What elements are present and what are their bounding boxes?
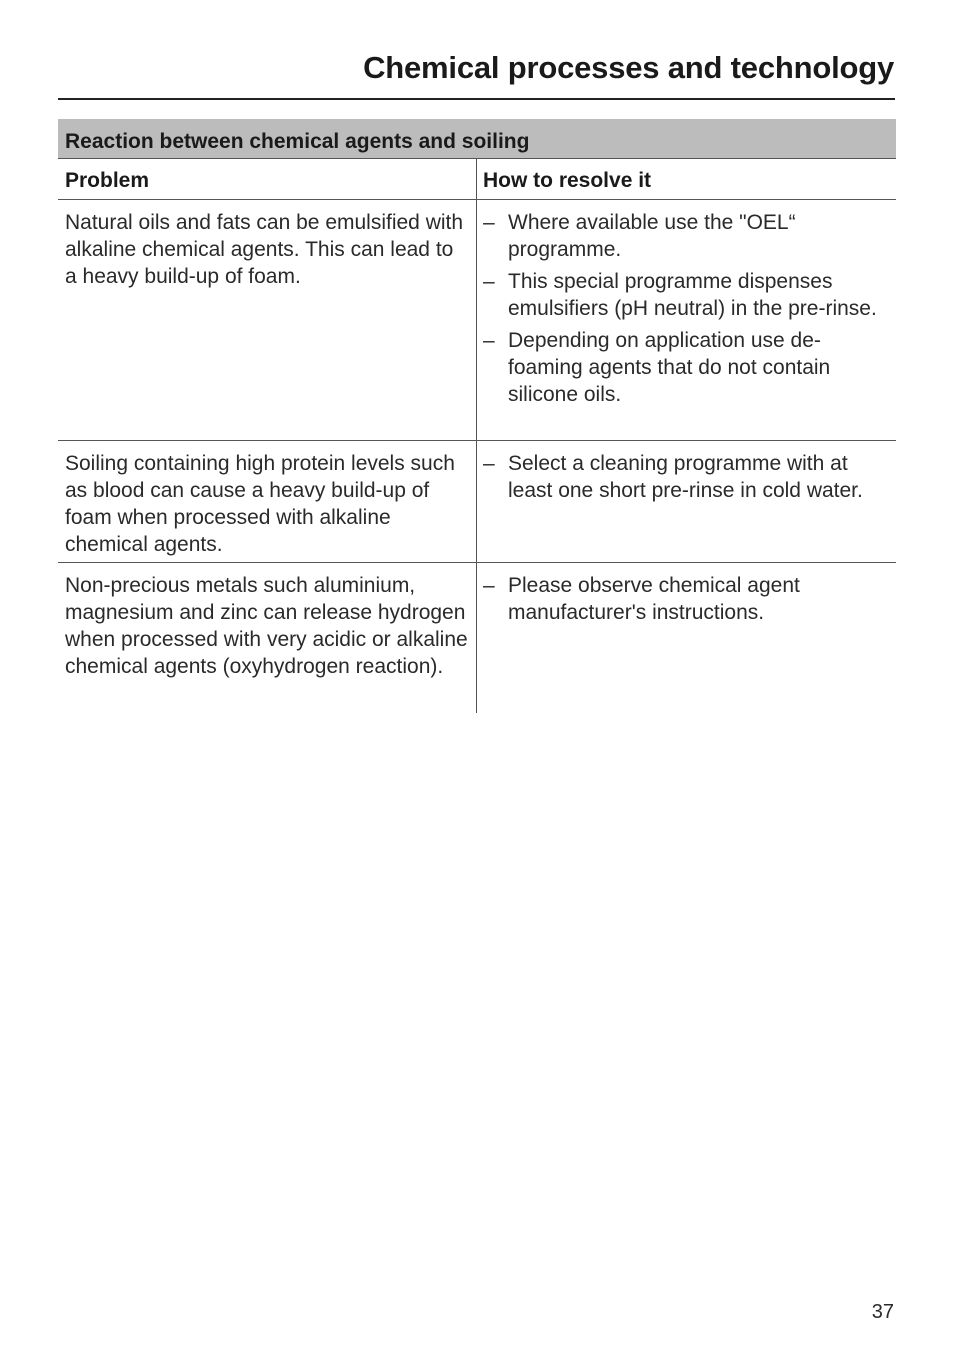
solution-item: – This special programme dispenses emulsifiers (pH neutral) in the pre-rinse. <box>483 268 888 322</box>
table-row <box>58 200 896 441</box>
solution-item: – Select a cleaning programme with at least one short pre-rinse in cold water. <box>483 450 888 504</box>
solution-list <box>483 209 888 408</box>
solution-item: – Depending on application use de-foaming agents that do not contain silicone oils. <box>483 327 888 408</box>
problem-solution-table <box>58 119 896 713</box>
problem-cell: Natural oils and fats can be emulsified with alkaline chemical agents. This can lead to a heavy build-up of foam. <box>58 200 477 440</box>
page-title: Chemical processes and technology <box>363 50 894 85</box>
solution-item: – Please observe chemical agent manufacturer's instructions. <box>483 572 888 626</box>
page-number: 37 <box>871 1301 894 1323</box>
table-row <box>58 563 896 713</box>
title-divider <box>58 98 895 100</box>
problem-cell: Soiling containing high protein levels such as blood can cause a heavy build-up of foam when processed with alkaline chemical agents. <box>58 441 477 562</box>
column-header-problem: Problem <box>58 159 477 199</box>
table-header-row <box>58 159 896 200</box>
solution-list <box>483 572 888 626</box>
table-section-heading: Reaction between chemical agents and soiling <box>58 119 896 159</box>
solution-item: – Where available use the "OEL“ programme. <box>483 209 888 263</box>
table-row <box>58 441 896 563</box>
column-header-resolution: How to resolve it <box>483 169 652 192</box>
problem-cell: Non-precious metals such aluminium, magnesium and zinc can release hydrogen when processed with very acidic or alkaline chemical agents (oxyhydrogen reaction). <box>58 563 477 713</box>
solution-list <box>483 450 888 504</box>
